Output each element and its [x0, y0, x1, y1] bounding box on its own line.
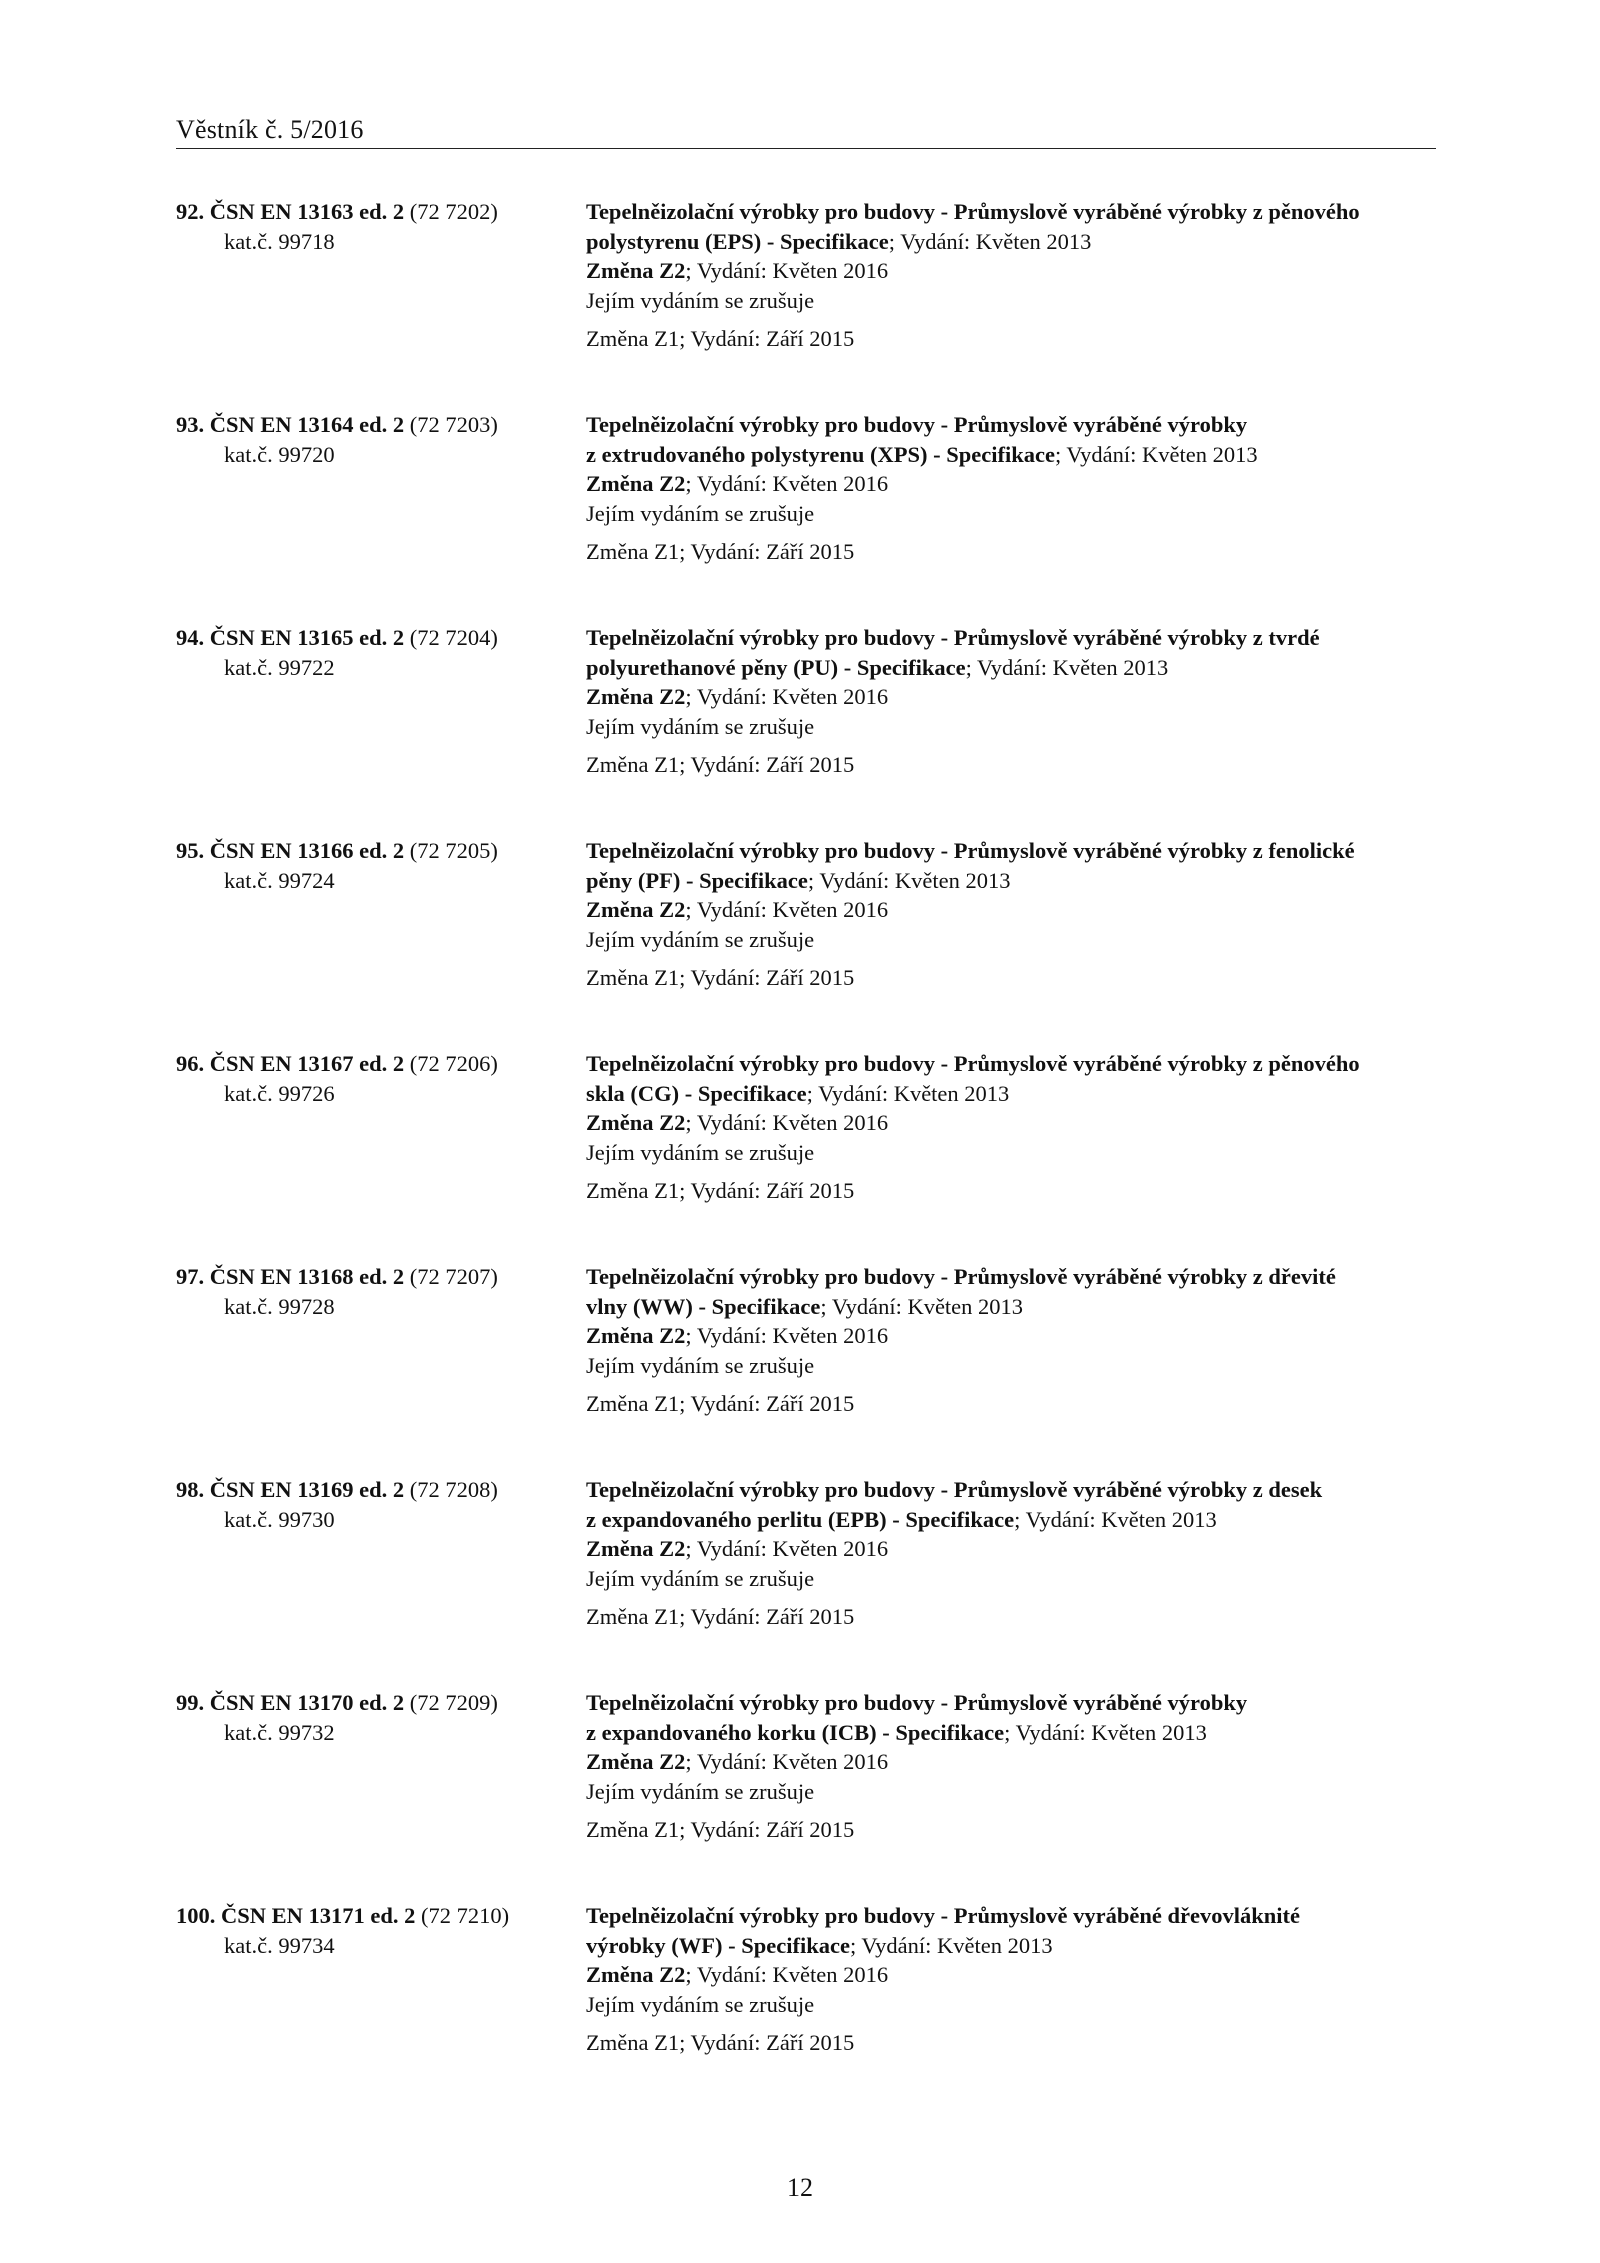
issue-date: ; Vydání: Květen 2013 — [807, 867, 1011, 893]
standard-code: ČSN EN 13165 ed. 2 — [209, 625, 405, 650]
bulletin-title: Věstník č. 5/2016 — [176, 115, 364, 144]
entry-identifier — [176, 1049, 571, 1108]
cancelled-amendment: Změna Z1; Vydání: Září 2015 — [586, 1604, 855, 1629]
entry-details — [586, 836, 1436, 993]
cancelled-amendment: Změna Z1; Vydání: Září 2015 — [586, 326, 855, 351]
standard-code: ČSN EN 13163 ed. 2 — [209, 199, 405, 224]
entry-identifier — [176, 1262, 571, 1321]
amendment-issue: ; Vydání: Květen 2016 — [685, 471, 889, 496]
cancel-text: Jejím vydáním se zrušuje — [586, 1991, 815, 2017]
cancel-text: Jejím vydáním se zrušuje — [586, 1565, 815, 1591]
standard-code: ČSN EN 13166 ed. 2 — [209, 838, 405, 863]
amendment-issue: ; Vydání: Květen 2016 — [685, 1536, 889, 1561]
entry-details — [586, 1901, 1436, 2058]
title-line-1: Tepelněizolační výrobky pro budovy - Průmyslově vyráběné výrobky — [586, 412, 1248, 437]
catalog-number: kat.č. 99722 — [224, 654, 335, 680]
class-code: (72 7203) — [409, 412, 498, 437]
amendment-issue: ; Vydání: Květen 2016 — [685, 258, 889, 283]
entry-number: 93. — [176, 412, 205, 437]
amendment-label: Změna Z2 — [586, 1749, 686, 1774]
entry-identifier — [176, 197, 571, 256]
entry-details — [586, 1049, 1436, 1206]
catalog-number: kat.č. 99726 — [224, 1080, 335, 1106]
title-line-2: vlny (WW) - Specifikace — [586, 1293, 821, 1319]
cancel-text: Jejím vydáním se zrušuje — [586, 713, 815, 739]
cancel-text: Jejím vydáním se zrušuje — [586, 1352, 815, 1378]
cancel-text: Jejím vydáním se zrušuje — [586, 926, 815, 952]
standard-code: ČSN EN 13169 ed. 2 — [209, 1477, 405, 1502]
standard-code: ČSN EN 13164 ed. 2 — [209, 412, 405, 437]
issue-date: ; Vydání: Květen 2013 — [849, 1932, 1053, 1958]
title-line-2: z expandovaného korku (ICB) - Specifikace — [586, 1719, 1005, 1745]
class-code: (72 7208) — [409, 1477, 498, 1502]
amendment-label: Změna Z2 — [586, 1962, 686, 1987]
issue-date: ; Vydání: Květen 2013 — [1014, 1506, 1217, 1532]
entry-details — [586, 1688, 1436, 1845]
entry-number: 95. — [176, 838, 205, 863]
amendment-label: Změna Z2 — [586, 1110, 686, 1135]
issue-date: ; Vydání: Květen 2013 — [965, 654, 1169, 680]
title-line-1: Tepelněizolační výrobky pro budovy - Průmyslově vyráběné výrobky z pěnového — [586, 199, 1360, 224]
amendment-issue: ; Vydání: Květen 2016 — [685, 1110, 889, 1135]
standard-code: ČSN EN 13171 ed. 2 — [221, 1903, 416, 1928]
catalog-number: kat.č. 99732 — [224, 1719, 335, 1745]
cancelled-amendment: Změna Z1; Vydání: Září 2015 — [586, 1178, 855, 1203]
standard-code: ČSN EN 13170 ed. 2 — [209, 1690, 405, 1715]
class-code: (72 7210) — [421, 1903, 510, 1928]
title-line-2: výrobky (WF) - Specifikace — [586, 1932, 850, 1958]
issue-date: ; Vydání: Květen 2013 — [1054, 441, 1258, 467]
amendment-label: Změna Z2 — [586, 471, 686, 496]
amendment-issue: ; Vydání: Květen 2016 — [685, 684, 889, 709]
page-number: 12 — [787, 2173, 813, 2202]
entry-number: 96. — [176, 1051, 205, 1076]
class-code: (72 7209) — [409, 1690, 498, 1715]
title-line-2: polyurethanové pěny (PU) - Specifikace — [586, 654, 966, 680]
amendment-label: Změna Z2 — [586, 1323, 686, 1348]
amendment-label: Změna Z2 — [586, 684, 686, 709]
catalog-number: kat.č. 99720 — [224, 441, 335, 467]
catalog-number: kat.č. 99728 — [224, 1293, 335, 1319]
cancelled-amendment: Změna Z1; Vydání: Září 2015 — [586, 2030, 855, 2055]
class-code: (72 7204) — [409, 625, 498, 650]
amendment-label: Změna Z2 — [586, 1536, 686, 1561]
title-line-2: pěny (PF) - Specifikace — [586, 867, 808, 893]
issue-date: ; Vydání: Květen 2013 — [1004, 1719, 1207, 1745]
entry-details — [586, 1262, 1436, 1419]
entry-identifier — [176, 623, 571, 682]
standard-code: ČSN EN 13167 ed. 2 — [209, 1051, 405, 1076]
catalog-number: kat.č. 99734 — [224, 1932, 335, 1958]
cancelled-amendment: Změna Z1; Vydání: Září 2015 — [586, 965, 855, 990]
standard-code: ČSN EN 13168 ed. 2 — [209, 1264, 405, 1289]
catalog-number: kat.č. 99718 — [224, 228, 335, 254]
entry-identifier — [176, 410, 571, 469]
cancel-text: Jejím vydáním se zrušuje — [586, 500, 815, 526]
entry-number: 92. — [176, 199, 205, 224]
title-line-2: z expandovaného perlitu (EPB) - Specifikace — [586, 1506, 1015, 1532]
title-line-1: Tepelněizolační výrobky pro budovy - Průmyslově vyráběné dřevovláknité — [586, 1903, 1300, 1928]
entry-identifier — [176, 836, 571, 895]
title-line-1: Tepelněizolační výrobky pro budovy - Průmyslově vyráběné výrobky z dřevité — [586, 1264, 1336, 1289]
entry-number: 99. — [176, 1690, 205, 1715]
class-code: (72 7207) — [409, 1264, 498, 1289]
amendment-issue: ; Vydání: Květen 2016 — [685, 1323, 889, 1348]
cancelled-amendment: Změna Z1; Vydání: Září 2015 — [586, 539, 855, 564]
entry-details — [586, 1475, 1436, 1632]
issue-date: ; Vydání: Květen 2013 — [820, 1293, 1024, 1319]
entry-details — [586, 410, 1436, 567]
entry-details — [586, 623, 1436, 780]
cancelled-amendment: Změna Z1; Vydání: Září 2015 — [586, 1391, 855, 1416]
title-line-1: Tepelněizolační výrobky pro budovy - Průmyslově vyráběné výrobky z desek — [586, 1477, 1323, 1502]
class-code: (72 7206) — [409, 1051, 498, 1076]
entry-number: 100. — [176, 1903, 216, 1928]
entry-number: 97. — [176, 1264, 205, 1289]
catalog-number: kat.č. 99724 — [224, 867, 335, 893]
catalog-number: kat.č. 99730 — [224, 1506, 335, 1532]
amendment-issue: ; Vydání: Květen 2016 — [685, 897, 889, 922]
entry-number: 98. — [176, 1477, 205, 1502]
title-line-1: Tepelněizolační výrobky pro budovy - Průmyslově vyráběné výrobky — [586, 1690, 1248, 1715]
amendment-issue: ; Vydání: Květen 2016 — [685, 1749, 889, 1774]
page-header — [176, 112, 1436, 149]
issue-date: ; Vydání: Květen 2013 — [888, 228, 1092, 254]
entry-identifier — [176, 1688, 571, 1747]
amendment-label: Změna Z2 — [586, 897, 686, 922]
entry-details — [586, 197, 1436, 354]
cancel-text: Jejím vydáním se zrušuje — [586, 1139, 815, 1165]
amendment-label: Změna Z2 — [586, 258, 686, 283]
cancel-text: Jejím vydáním se zrušuje — [586, 1778, 815, 1804]
title-line-1: Tepelněizolační výrobky pro budovy - Průmyslově vyráběné výrobky z pěnového — [586, 1051, 1360, 1076]
title-line-2: skla (CG) - Specifikace — [586, 1080, 807, 1106]
class-code: (72 7202) — [409, 199, 498, 224]
title-line-2: z extrudovaného polystyrenu (XPS) - Specifikace — [586, 441, 1055, 467]
title-line-1: Tepelněizolační výrobky pro budovy - Průmyslově vyráběné výrobky z fenolické — [586, 838, 1355, 863]
cancelled-amendment: Změna Z1; Vydání: Září 2015 — [586, 1817, 855, 1842]
entry-identifier — [176, 1901, 571, 1960]
amendment-issue: ; Vydání: Květen 2016 — [685, 1962, 889, 1987]
entry-identifier — [176, 1475, 571, 1534]
class-code: (72 7205) — [409, 838, 498, 863]
issue-date: ; Vydání: Květen 2013 — [806, 1080, 1010, 1106]
entry-number: 94. — [176, 625, 205, 650]
cancelled-amendment: Změna Z1; Vydání: Září 2015 — [586, 752, 855, 777]
cancel-text: Jejím vydáním se zrušuje — [586, 287, 815, 313]
title-line-1: Tepelněizolační výrobky pro budovy - Průmyslově vyráběné výrobky z tvrdé — [586, 625, 1320, 650]
title-line-2: polystyrenu (EPS) - Specifikace — [586, 228, 889, 254]
